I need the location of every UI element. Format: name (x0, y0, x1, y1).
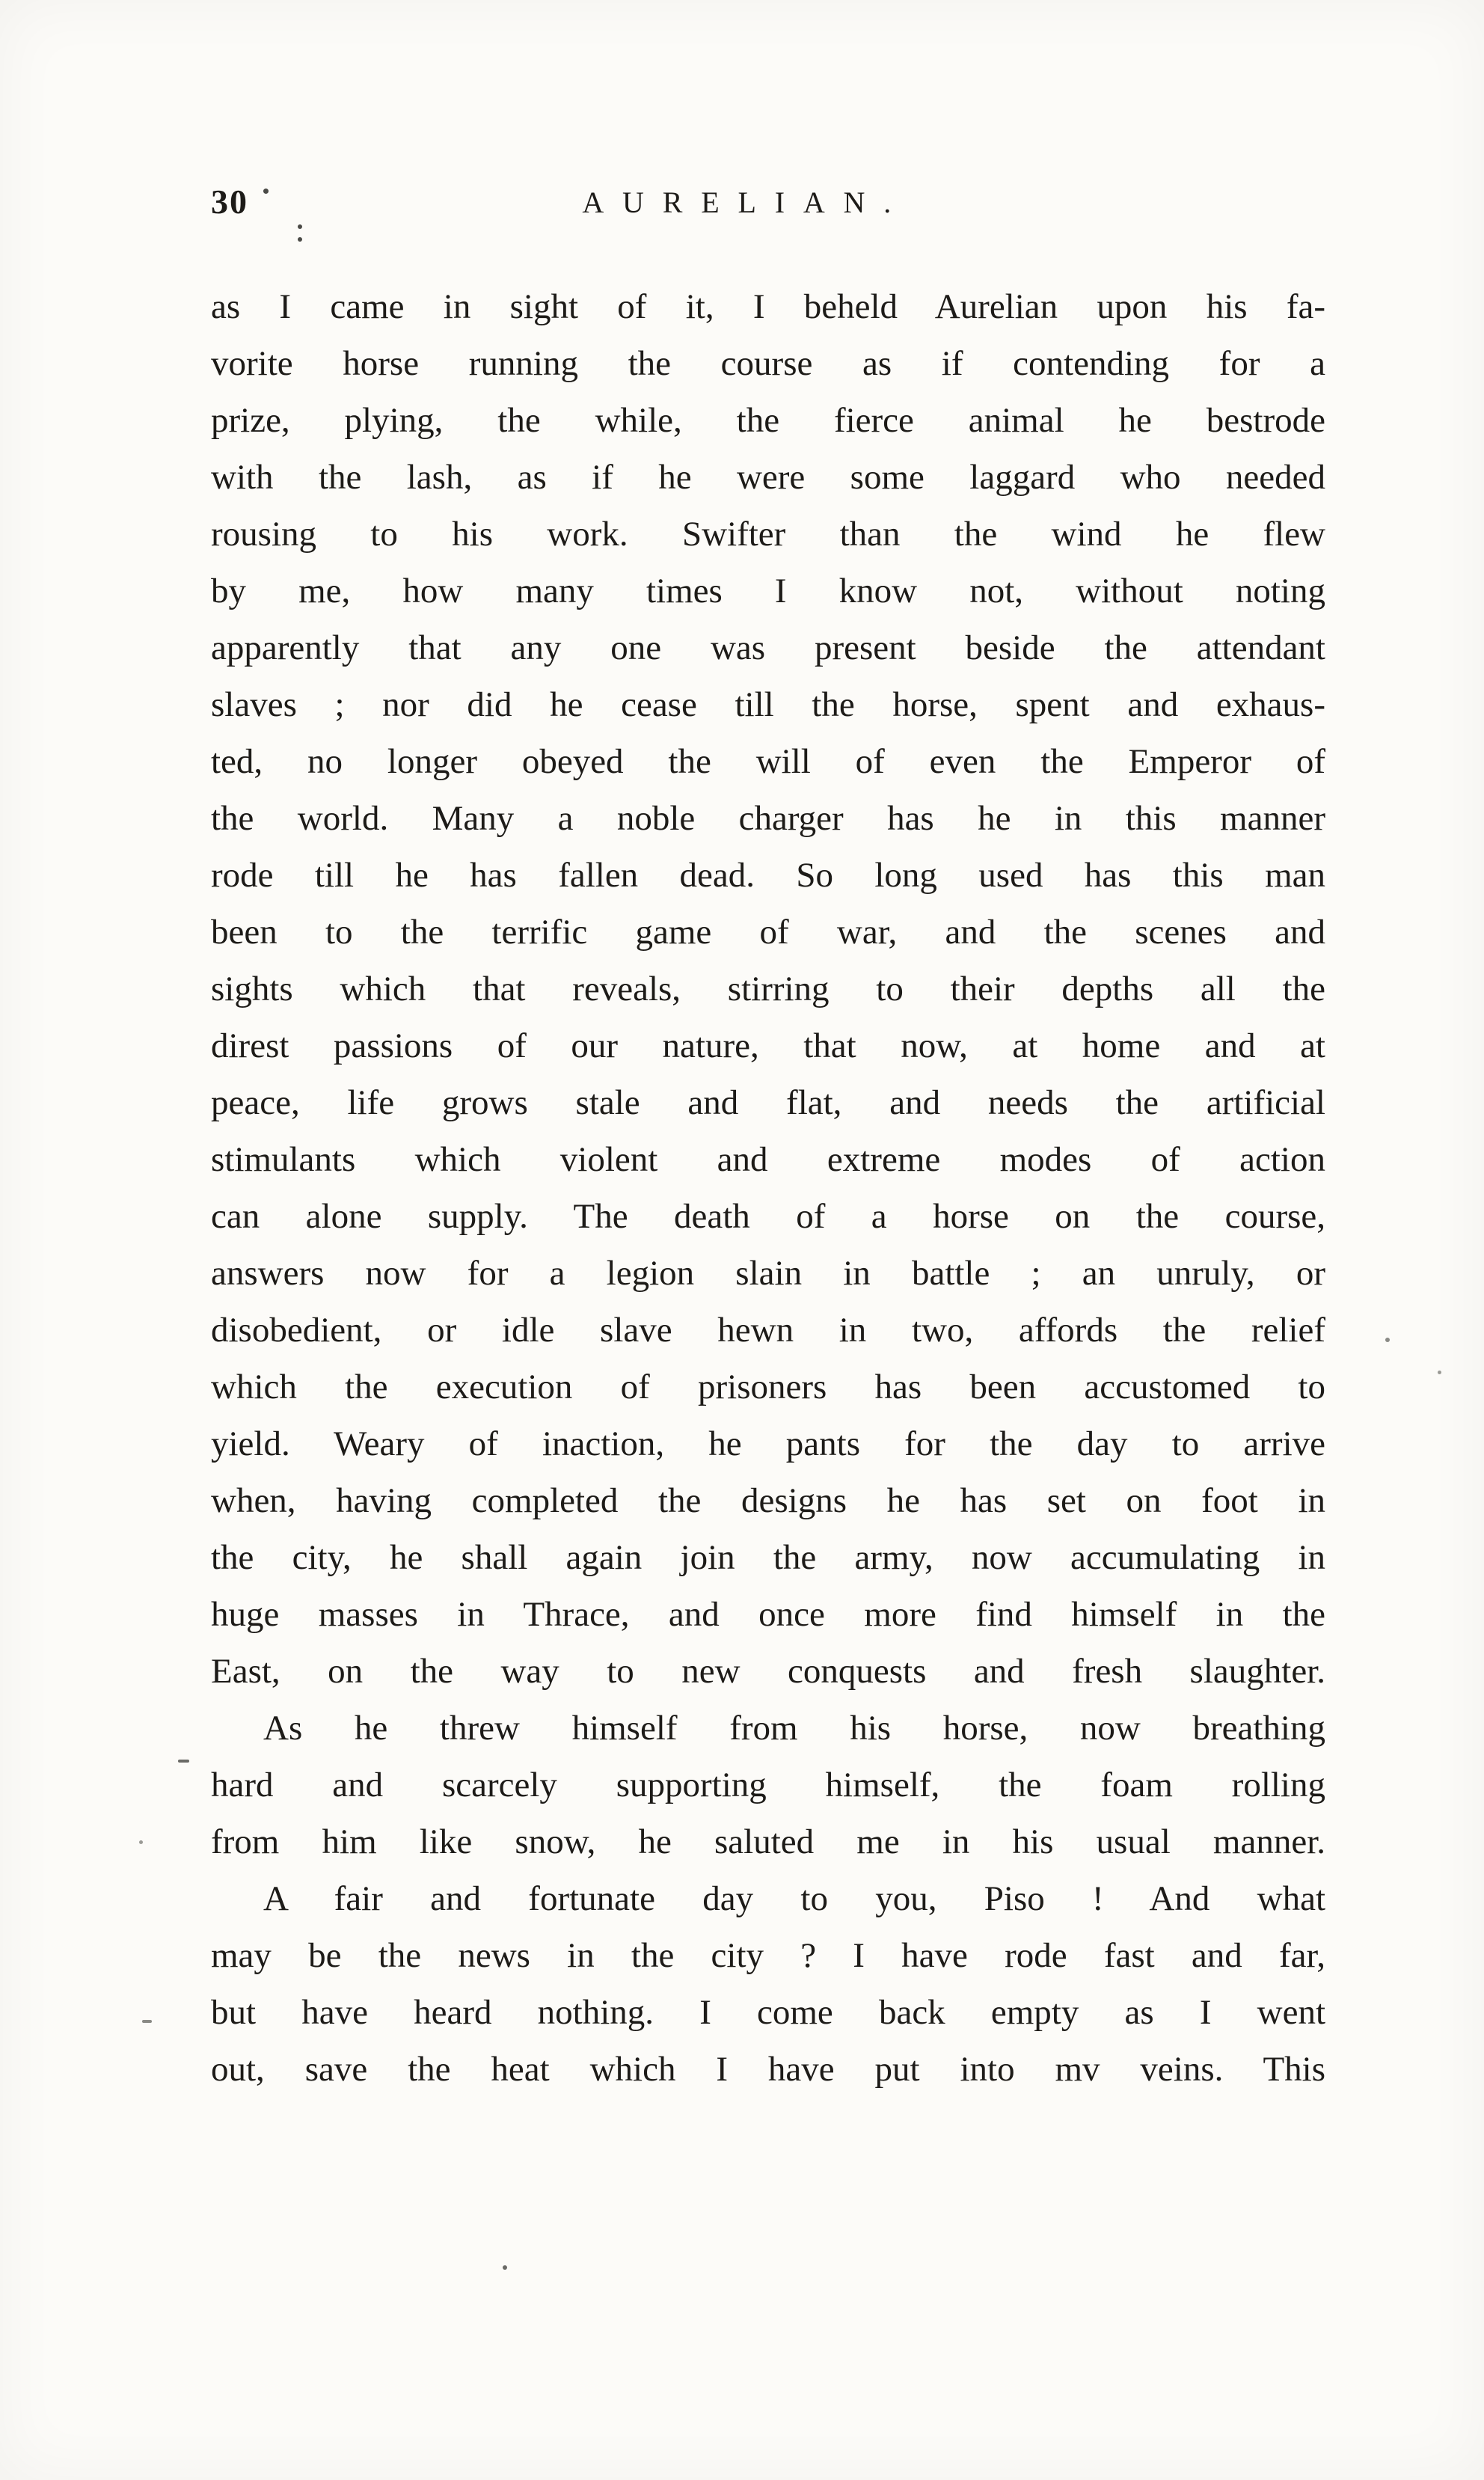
scan-artifact (139, 1840, 143, 1844)
text-line: slaves ; nor did he cease till the horse, spent and exhaus- (211, 685, 1325, 724)
text-line: stimulants which violent and extreme modes of action (211, 1140, 1325, 1179)
text-line: rode till he has fallen dead. So long used has this man (211, 856, 1325, 895)
text-line: yield. Weary of inaction, he pants for the day to arrive (211, 1424, 1325, 1463)
text-line: which the execution of prisoners has been accustomed to (211, 1368, 1325, 1406)
page-number: 30 (211, 183, 248, 221)
text-line: may be the news in the city ? I have rode fast and far, (211, 1936, 1325, 1975)
text-line: can alone supply. The death of a horse on the course, (211, 1197, 1325, 1236)
text-line: answers now for a legion slain in battle ; an unruly, or (211, 1254, 1325, 1293)
text-line: from him like snow, he saluted me in his usual manner. (211, 1822, 1325, 1861)
text-line: disobedient, or idle slave hewn in two, affords the relief (211, 1311, 1325, 1350)
text-line: rousing to his work. Swifter than the wind he flew (211, 515, 1325, 554)
text-line: East, on the way to new conquests and fresh slaughter. (211, 1652, 1325, 1691)
text-line: the city, he shall again join the army, now accumulating in (211, 1538, 1325, 1577)
running-title: AURELIAN. (582, 186, 910, 219)
scan-artifact (142, 2020, 152, 2023)
text-line: out, save the heat which I have put into mv veins. This (211, 2050, 1325, 2089)
page-header (211, 182, 1325, 234)
text-line: A fair and fortunate day to you, Piso ! And what (263, 1879, 1325, 1918)
scan-artifact (503, 2265, 507, 2270)
text-line: when, having completed the designs he has set on foot in (211, 1481, 1325, 1520)
text-line: but have heard nothing. I come back empty as I went (211, 1993, 1325, 2032)
scan-artifact (263, 189, 269, 194)
text-line: As he threw himself from his horse, now breathing (263, 1709, 1325, 1748)
text-line: been to the terrific game of war, and the scenes and (211, 913, 1325, 952)
text-line: peace, life grows stale and flat, and needs the artificial (211, 1083, 1325, 1122)
text-line: by me, how many times I know not, without noting (211, 572, 1325, 610)
text-line: vorite horse running the course as if contending for a (211, 344, 1325, 383)
text-line: the world. Many a noble charger has he in this manner (211, 799, 1325, 838)
text-line: direst passions of our nature, that now, at home and at (211, 1026, 1325, 1065)
text-line: with the lash, as if he were some laggard who needed (211, 458, 1325, 497)
text-line: ted, no longer obeyed the will of even the Emperor of (211, 742, 1325, 781)
text-line: huge masses in Thrace, and once more find himself in the (211, 1595, 1325, 1634)
scan-artifact (1385, 1338, 1390, 1342)
text-line: prize, plying, the while, the fierce animal he bestrode (211, 401, 1325, 440)
text-line: as I came in sight of it, I beheld Aurelian upon his fa- (211, 287, 1325, 326)
text-block (211, 278, 1325, 2098)
scan-artifact (298, 224, 302, 229)
scan-artifact (178, 1760, 189, 1763)
text-line: hard and scarcely supporting himself, the foam rolling (211, 1766, 1325, 1804)
scan-artifact (1438, 1371, 1441, 1374)
text-line: apparently that any one was present beside the attendant (211, 628, 1325, 667)
text-line: sights which that reveals, stirring to their depths all the (211, 970, 1325, 1008)
